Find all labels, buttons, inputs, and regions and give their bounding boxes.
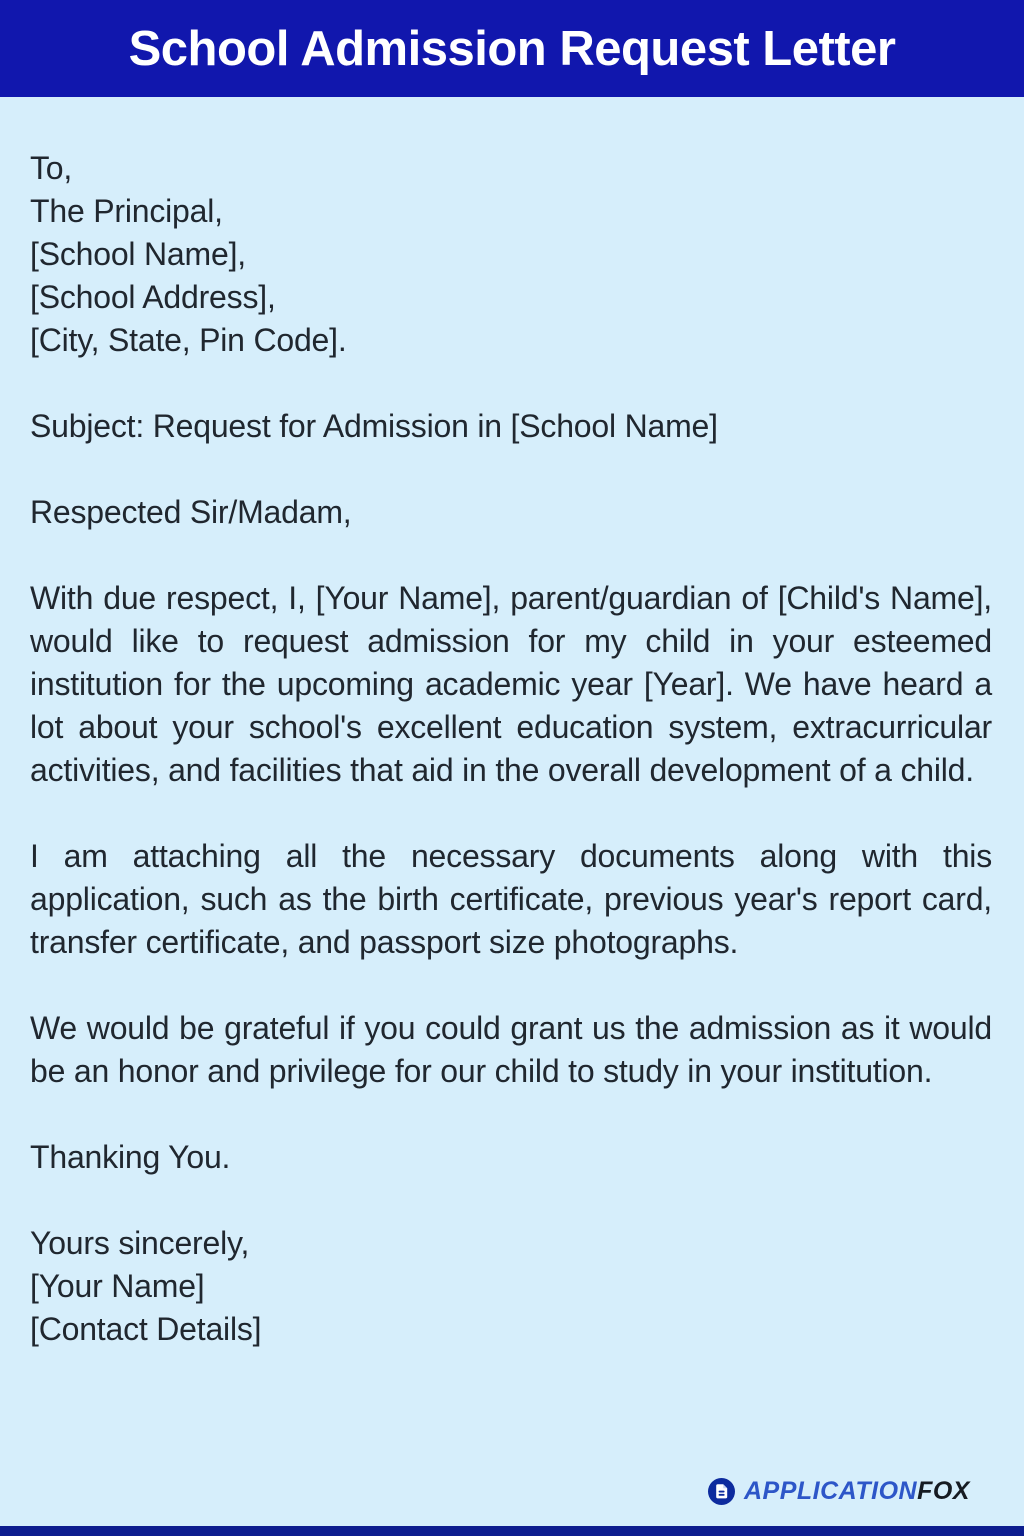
recipient-line: [School Name], <box>30 236 246 272</box>
recipient-line: [School Address], <box>30 279 276 315</box>
recipient-line: The Principal, <box>30 193 223 229</box>
paragraph-documents: I am attaching all the necessary documents along with this application, such as the birth certificate, previous year's report card, transfer certificate, and passport size photographs. <box>30 838 992 960</box>
letter-body <box>0 97 1024 1351</box>
recipient-line: [City, State, Pin Code]. <box>30 322 347 358</box>
closing-line: [Your Name] <box>30 1268 205 1304</box>
salutation: Respected Sir/Madam, <box>30 494 352 530</box>
footer-bar <box>0 1526 1024 1536</box>
closing-line: [Contact Details] <box>30 1311 262 1347</box>
thanking-line: Thanking You. <box>30 1139 231 1175</box>
closing-block <box>30 1222 992 1351</box>
recipient-line: To, <box>30 150 73 186</box>
subject-line: Subject: Request for Admission in [School Name] <box>30 408 718 444</box>
logo-wordmark <box>744 1477 970 1506</box>
applicationfox-logo <box>707 1477 970 1506</box>
document-icon <box>707 1477 736 1506</box>
recipient-address-block <box>30 147 992 362</box>
paragraph-request: We would be grateful if you could grant us the admission as it would be an honor and privilege for our child to study in your institution. <box>30 1010 992 1089</box>
page-title: School Admission Request Letter <box>128 21 896 76</box>
logo-text-fox: FOX <box>917 1477 970 1505</box>
title-banner <box>0 0 1024 97</box>
logo-text-application: APPLICATION <box>744 1477 918 1505</box>
paragraph-intro: With due respect, I, [Your Name], parent/guardian of [Child's Name], would like to request admission for my child in your esteemed institution for the upcoming academic year [Year]. We have heard a lot about your school's excellent education system, extracurricular activities, and facilities that aid in the overall development of a child. <box>30 580 992 788</box>
closing-line: Yours sincerely, <box>30 1225 250 1261</box>
